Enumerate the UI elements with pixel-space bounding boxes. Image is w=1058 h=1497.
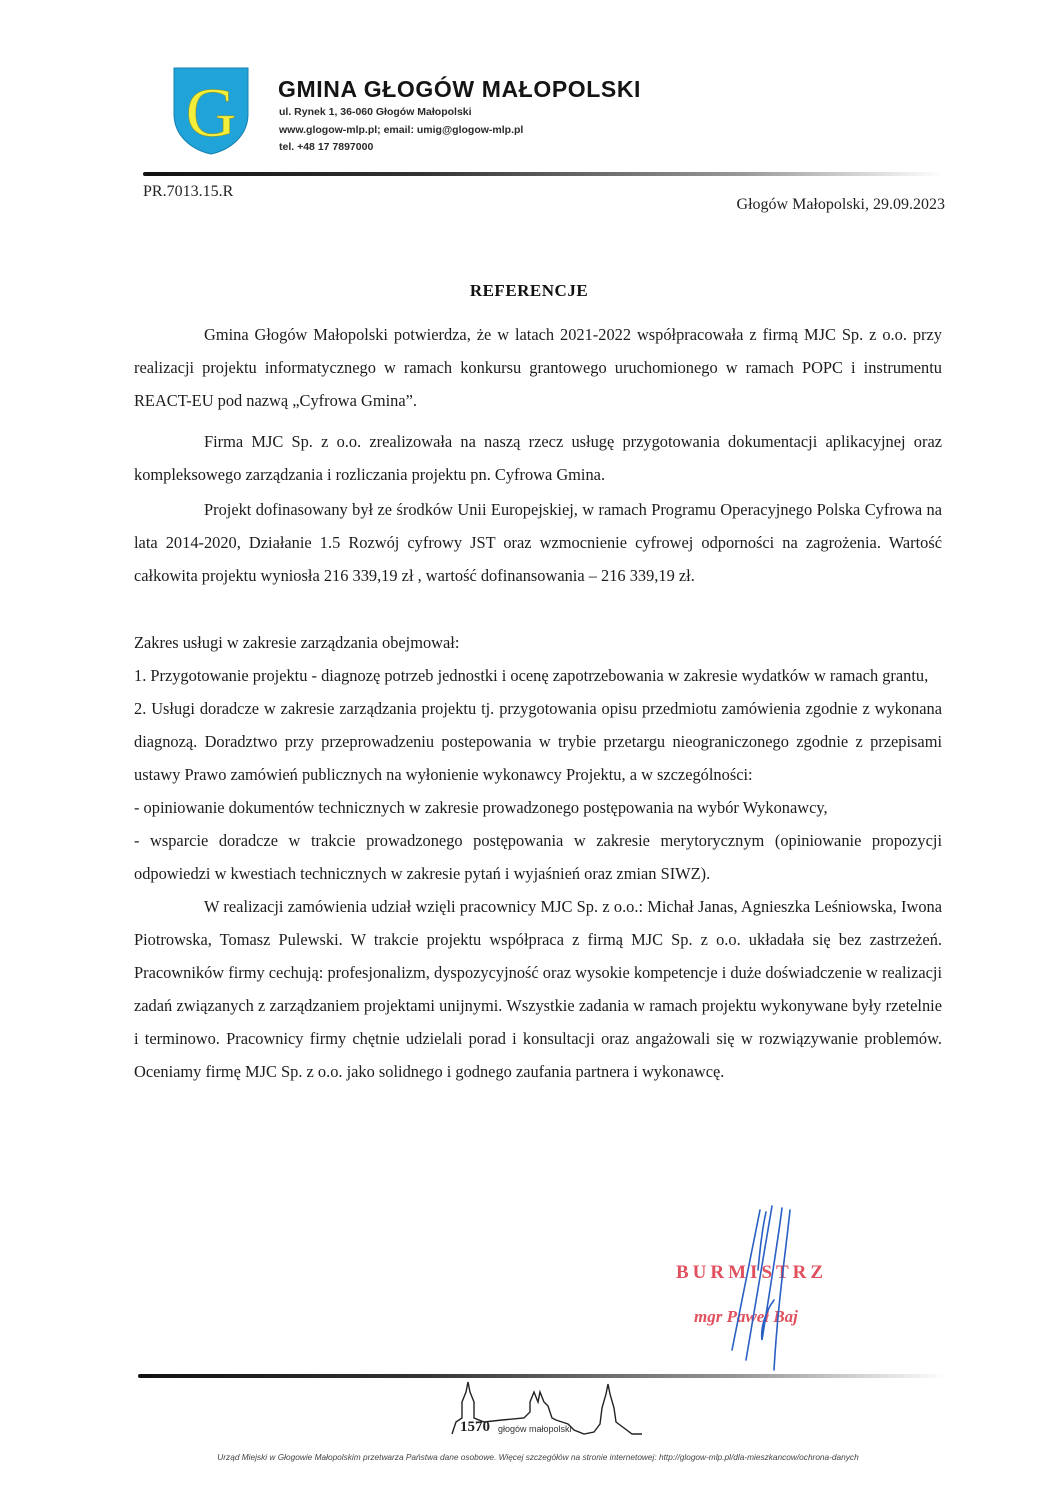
scope-intro: Zakres usługi w zakresie zarządzania obejmował: (134, 633, 460, 652)
place-and-date: Głogów Małopolski, 29.09.2023 (736, 196, 945, 213)
organization-phone: tel. +48 17 7897000 (279, 141, 374, 153)
logo-year: 1570 (460, 1419, 490, 1435)
scope-item: 1. Przygotowanie projektu - diagnozę potrzeb jednostki i ocenę zapotrzebowania w zakresie wydatków w ramach grantu, (134, 666, 929, 685)
stamp-title: BURMISTRZ (676, 1262, 828, 1283)
handwritten-signature (720, 1200, 830, 1375)
reference-number: PR.7013.15.R (143, 183, 234, 200)
paragraph-services: Firma MJC Sp. z o.o. zrealizowała na naszą rzecz usługę przygotowania dokumentacji aplikacyjnej oraz kompleksowego zarządzania i rozliczania projektu pn. Cyfrowa Gmina. (134, 432, 942, 484)
footer-data-protection-note: Urząd Miejski w Głogowie Małopolskim przetwarza Państwa dane osobowe. Więcej szczegółów na stronie internetowej: http://glogow-mlp.pl/dla-mieszkancow/ochrona-danych (217, 1452, 859, 1462)
coat-of-arms-crest (172, 66, 250, 156)
scope-item: - opiniowanie dokumentów technicznych w zakresie prowadzonego postępowania na wybór Wykonawcy, (134, 798, 828, 817)
organization-address: ul. Rynek 1, 36-060 Głogów Małopolski (279, 106, 472, 118)
scope-item: 2. Usługi doradcze w zakresie zarządzania projektu tj. przygotowania opisu przedmiotu zamówienia zgodnie z wykonana diagnozą. Doradztwo przy przeprowadzeniu postepowania w trybie przetargu nieograniczonego zgodnie z przepisami ustawy Prawo zamówień publicznych na wyłonienie wykonawcy Projektu, a w szczególności: (134, 699, 942, 784)
paragraph-team-evaluation: W realizacji zamówienia udział wzięli pracownicy MJC Sp. z o.o.: Michał Janas, Agnieszka Leśniowska, Iwona Piotrowska, Tomasz Pulewski. W trakcie projektu współpraca z firmą MJC Sp. z o.o. układała się bez zastrzeżeń. Pracowników firmy cechują: profesjonalizm, dyspozycyjność oraz wysokie kompetencje i duże doświadczenie w realizacji zadań związanych z zarządzaniem projektami unijnymi. Wszystkie zadania w ramach projektu wykonywane były rzetelnie i terminowo. Pracownicy firmy chętnie udzielali porad i konsultacji oraz angażowali się w rozwiązywanie problemów. Oceniamy firmę MJC Sp. z o.o. jako solidnego i godnego zaufania partnera i wykonawcę. (134, 897, 942, 1081)
logo-town-name: głogów małopolski (498, 1424, 572, 1434)
paragraph-funding: Projekt dofinasowany był ze środków Unii Europejskiej, w ramach Programu Operacyjnego Polska Cyfrowa na lata 2014-2020, Działanie 1.5 Rozwój cyfrowy JST oraz wzmocnienie cyfrowej odporności na zagrożenia. Wartość całkowita projektu wyniosła 216 339,19 zł , wartość dofinansowania – 216 339,19 zł. (134, 500, 942, 585)
crest-letter: G (185, 75, 237, 152)
organization-web-email: www.glogow-mlp.pl; email: umig@glogow-mlp.pl (279, 124, 524, 136)
header-divider (143, 172, 943, 176)
organization-name: GMINA GŁOGÓW MAŁOPOLSKI (278, 76, 642, 102)
scope-section (134, 626, 942, 1088)
stamp-name: mgr Paweł Baj (694, 1307, 798, 1326)
document-title: REFERENCJE (469, 281, 589, 300)
paragraph-confirmation: Gmina Głogów Małopolski potwierdza, że w latach 2021-2022 współpracowała z firmą MJC Sp. z o.o. przy realizacji projektu informatycznego w ramach konkursu grantowego uruchomionego w ramach POPC i instrumentu REACT-EU pod nazwą „Cyfrowa Gmina”. (134, 325, 942, 410)
scope-item: - wsparcie doradcze w trakcie prowadzonego postępowania w zakresie merytorycznym (opiniowanie propozycji odpowiedzi w kwestiach technicznych w zakresie pytań i wyjaśnień oraz zmian SIWZ). (134, 831, 942, 883)
